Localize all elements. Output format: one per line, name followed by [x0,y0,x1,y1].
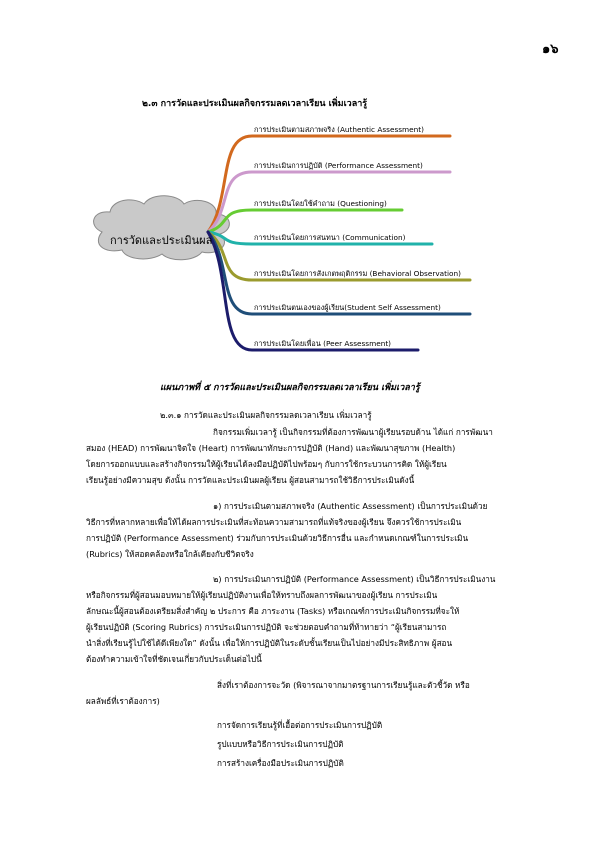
list-item: รูปแบบหรือวิธีการประเมินการปฏิบัติ [217,739,344,749]
mindmap-branch-line [208,210,402,232]
mindmap-diagram [0,0,595,380]
paragraph-line: (Rubrics) ให้สอดคล้องหรือใกล้เคียงกับชีวิตจริง [86,549,254,559]
paragraph-line: ต้องทำความเข้าใจที่ชัดเจนเกี่ยวกับประเด็นต่อไปนี้ [86,654,262,664]
paragraph-line: วิธีการที่หลากหลายเพื่อให้ได้ผลการประเมินที่สะท้อนความสามารถที่แท้จริงของผู้เรียน จึงควรใช้การประเมิน [86,517,462,527]
list-item: การจัดการเรียนรู้ที่เอื้อต่อการประเมินการปฏิบัติ [217,720,383,730]
mindmap-branch-label: การประเมินโดยเพื่อน (Peer Assessment) [254,339,392,348]
paragraph-line: โดยการออกแบบและสร้างกิจกรรมให้ผู้เรียนได้ลงมือปฏิบัติไปพร้อมๆ กับการใช้กระบวนการคิด ให้ผู้เรียน [86,459,447,469]
list-item: การสร้างเครื่องมือประเมินการปฏิบัติ [217,758,344,768]
paragraph-line: สมอง (HEAD) การพัฒนาจิตใจ (Heart) การพัฒนาทักษะการปฏิบัติ (Hand) และพัฒนาสุขภาพ (Health) [86,443,456,453]
mindmap-branch-label: การประเมินตามสภาพจริง (Authentic Assessment) [254,125,424,134]
mindmap-branch-line [208,232,418,350]
paragraph-line: สิ่งที่เราต้องการจะวัด (พิจารณาจากมาตรฐานการเรียนรู้และตัวชี้วัด หรือ [217,680,470,690]
mindmap-center-label: การวัดและประเมินผล [110,234,213,247]
page-number: ๑๖ [542,42,559,57]
paragraph-line: เรียนรู้อย่างมีความสุข ดังนั้น การวัดและประเมินผลผู้เรียน ผู้สอนสามารถใช้วิธีการประเมินดังนี้ [86,475,415,485]
mindmap-branch-label: การประเมินโดยการสนทนา (Communication) [254,233,406,242]
paragraph-line: ๒) การประเมินการปฏิบัติ (Performance Assessment) เป็นวิธีการประเมินงาน [213,574,496,584]
paragraph-line: การปฏิบัติ (Performance Assessment) ร่วมกับการประเมินด้วยวิธีการอื่น และกำหนดเกณฑ์ในการประเมิน [86,533,469,543]
figure-caption: แผนภาพที่ ๕ การวัดและประเมินผลกิจกรรมลดเวลาเรียน เพิ่มเวลารู้ [160,383,420,393]
paragraph-line: ผู้เรียนปฏิบัติ (Scoring Rubrics) การประเมินการปฏิบัติ จะช่วยตอบคำถามที่ท้าทายว่า “ผู้เรียนสามารถ [86,622,447,632]
paragraph-line: ลักษณะนี้ผู้สอนต้องเตรียมสิ่งสำคัญ ๒ ประการ คือ ภาระงาน (Tasks) หรือเกณฑ์การประเมินกิจกรรมที่จะให้ [86,606,460,616]
paragraph-line: นำสิ่งที่เรียนรู้ไปใช้ได้ดีเพียงใด” ดังนั้น เพื่อให้การปฏิบัติในระดับชั้นเรียนเป็นไปอย่างมีประสิทธิภาพ ผู้สอน [86,638,453,648]
subsection-heading: ๒.๓.๑ การวัดและประเมินผลกิจกรรมลดเวลาเรียน เพิ่มเวลารู้ [160,410,372,420]
section-heading: ๒.๓ การวัดและประเมินผลกิจกรรมลดเวลาเรียน เพิ่มเวลารู้ [142,99,368,109]
mindmap-branch-label: การประเมินโดยการสังเกตพฤติกรรม (Behavioral Observation) [254,269,461,278]
mindmap-cloud [94,196,230,260]
mindmap-branch-label: การประเมินการปฏิบัติ (Performance Assessment) [254,161,423,170]
paragraph-line: กิจกรรมเพิ่มเวลารู้ เป็นกิจกรรมที่ต้องการพัฒนาผู้เรียนรอบด้าน ได้แก่ การพัฒนา [213,427,493,437]
paragraph-line: หรือกิจกรรมที่ผู้สอนมอบหมายให้ผู้เรียนปฏิบัติงานเพื่อให้ทราบถึงผลการพัฒนาของผู้เรียน การประเมิน [86,590,438,600]
mindmap-branch-label: การประเมินโดยใช้คำถาม (Questioning) [254,199,387,208]
mindmap-branch-label: การประเมินตนเองของผู้เรียน(Student Self Assessment) [254,303,441,312]
mindmap-branch-line [208,136,450,232]
paragraph-line: ๑) การประเมินตามสภาพจริง (Authentic Assessment) เป็นการประเมินด้วย [213,501,488,511]
paragraph-line: ผลลัพธ์ที่เราต้องการ) [86,696,160,706]
